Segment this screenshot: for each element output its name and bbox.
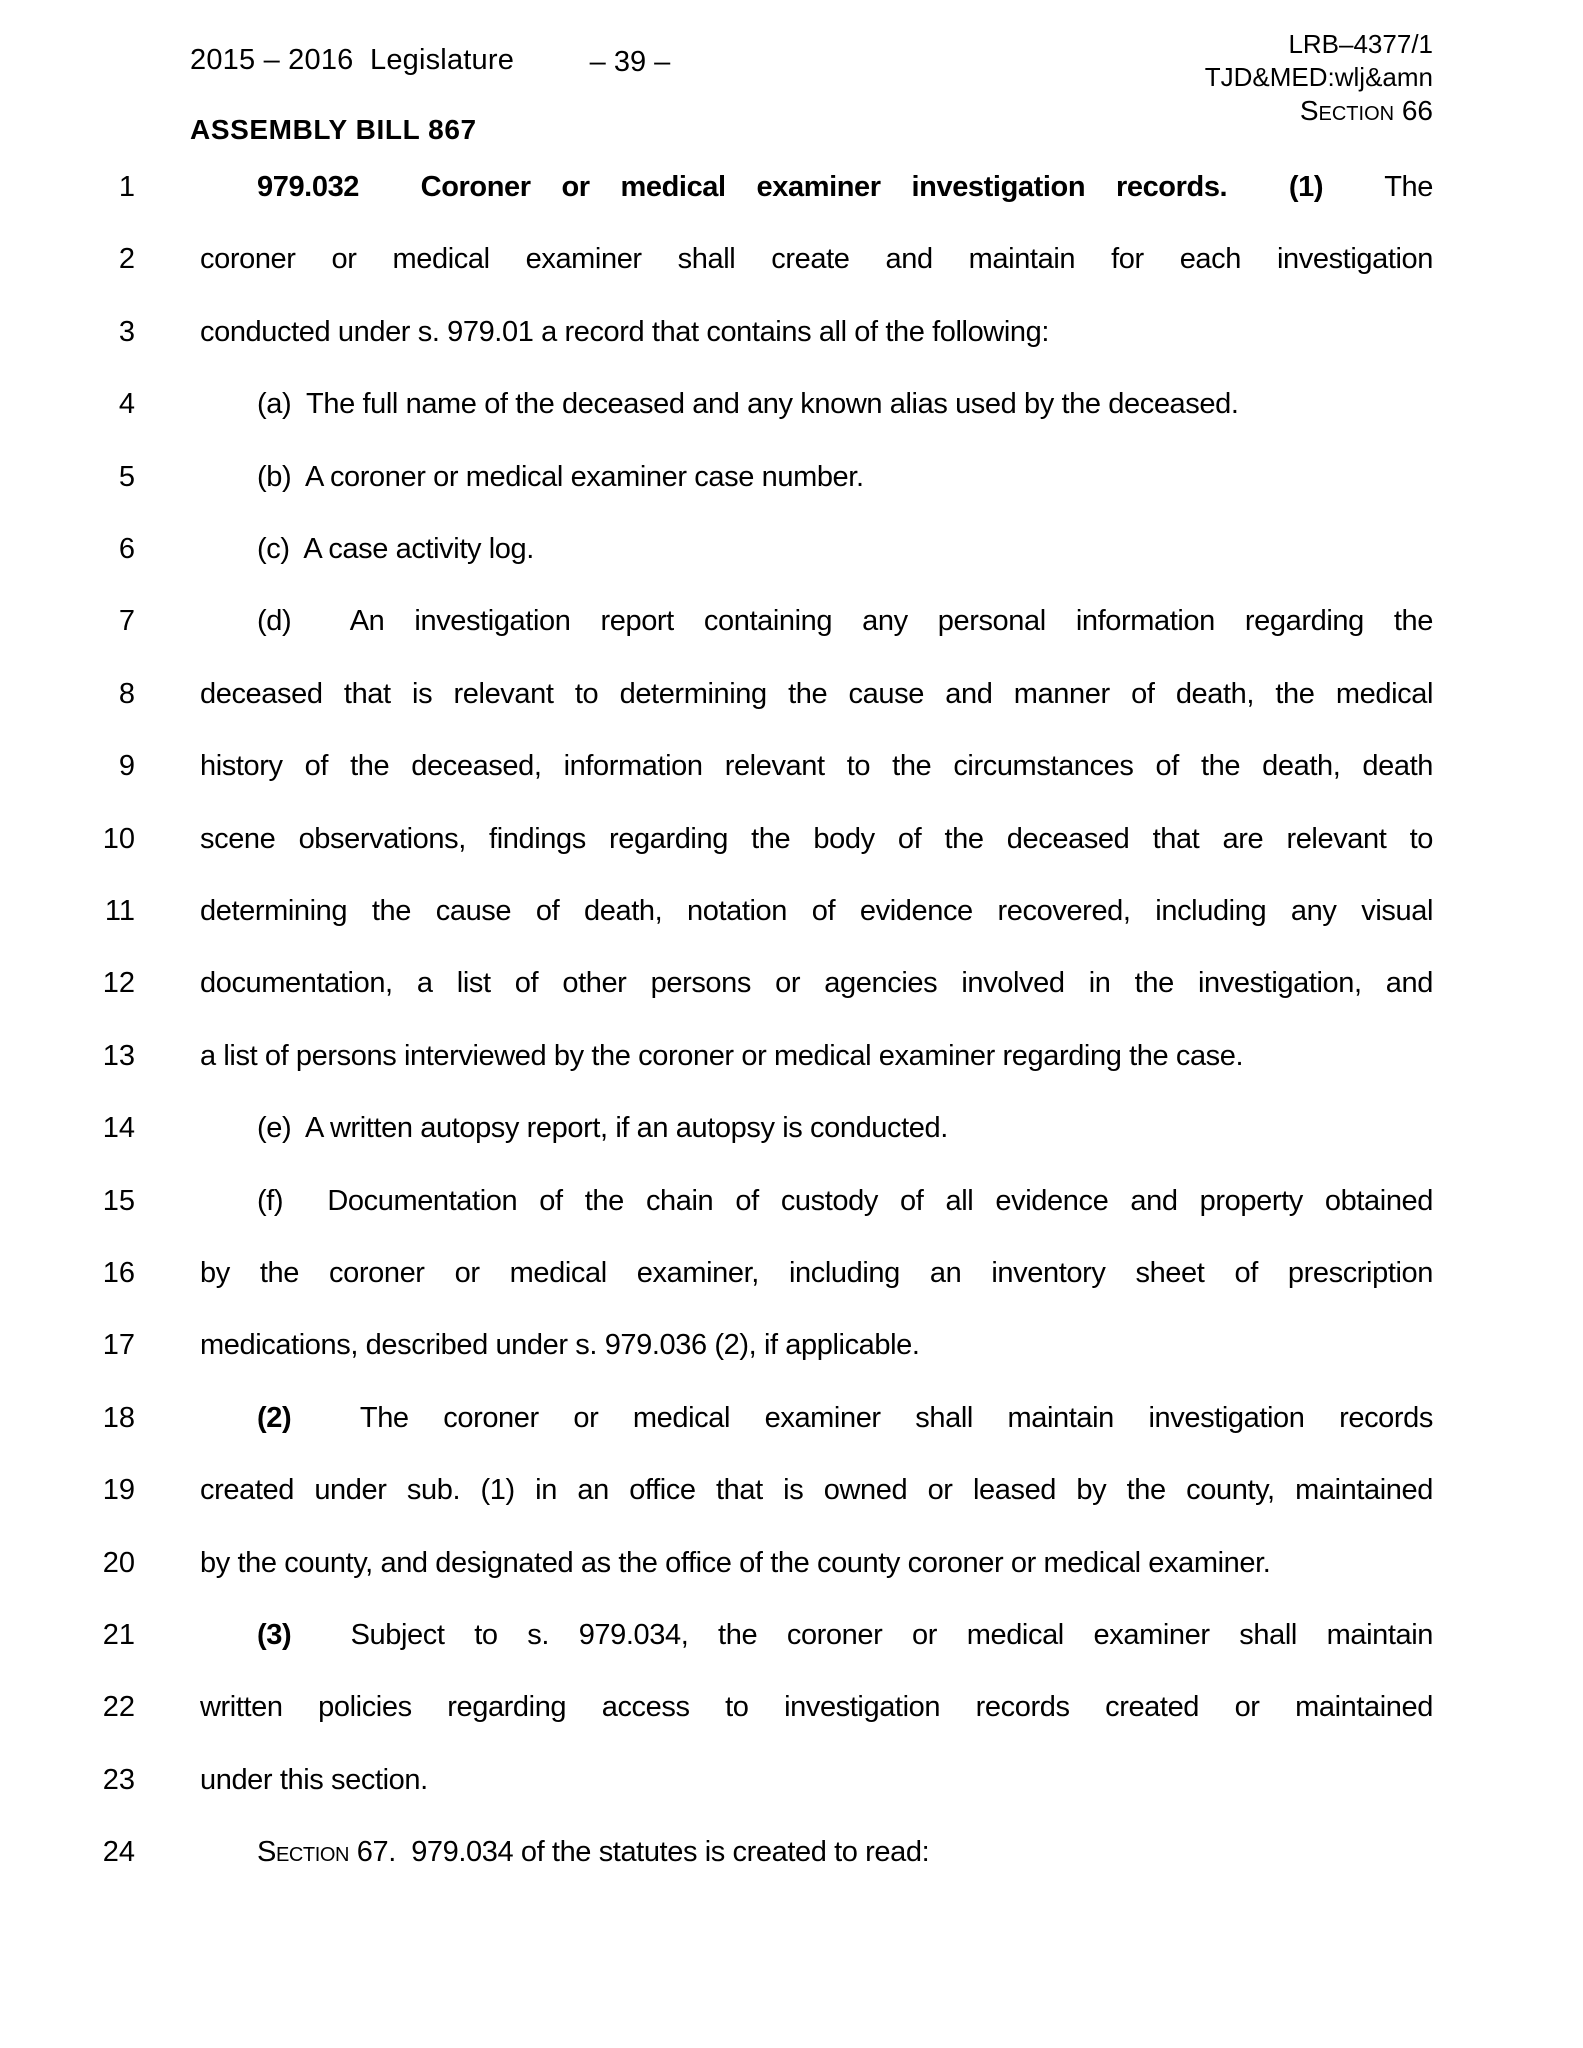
legislature-session-label: 2015 – 2016 Legislature (190, 44, 515, 76)
line-row (0, 1326, 1583, 1364)
line-row (0, 1616, 1583, 1654)
text-segment: under this section. (200, 1763, 428, 1796)
drafter-initials: TJD&MED:wlj&amn (1204, 62, 1433, 92)
line-row (0, 1399, 1583, 1437)
line-number: 7 (118, 605, 135, 638)
line-row (0, 892, 1583, 930)
line-row (0, 1182, 1583, 1220)
line-row (0, 1761, 1583, 1799)
section-label: Section 66 (1299, 95, 1433, 126)
text-segment: (d) An investigation report containing any personal information regarding the (257, 605, 1433, 638)
page-number: – 39 – (589, 46, 671, 78)
line-text (200, 747, 1433, 785)
line-row (0, 820, 1583, 858)
line-number: 11 (104, 895, 135, 927)
line-row (0, 530, 1583, 568)
line-text (200, 1399, 1433, 1437)
text-segment: written policies regarding access to investigation records created or maintained (200, 1691, 1433, 1724)
line-text (200, 1326, 1433, 1364)
line-row (0, 747, 1583, 785)
line-text (200, 1109, 1433, 1147)
text-segment: 979.034 of the statutes is created to read: (395, 1836, 930, 1869)
line-row (0, 1254, 1583, 1292)
line-number: 15 (102, 1184, 135, 1217)
line-row (0, 1544, 1583, 1582)
line-row (0, 1037, 1583, 1075)
line-row (0, 602, 1583, 640)
line-number: 20 (102, 1546, 135, 1579)
line-number: 6 (118, 533, 135, 565)
text-segment: Subject to s. 979.034, the coroner or medical examiner shall maintain (291, 1619, 1433, 1651)
line-text (200, 1471, 1433, 1509)
line-text (200, 458, 1433, 496)
line-text (200, 1037, 1433, 1075)
text-segment: (e) A written autopsy report, if an autopsy is conducted. (257, 1112, 948, 1145)
line-text (200, 168, 1433, 206)
line-number: 19 (102, 1474, 135, 1507)
text-segment: scene observations, findings regarding the body of the deceased that are relevant to (200, 822, 1433, 855)
text-segment: by the coroner or medical examiner, including an inventory sheet of prescription (200, 1257, 1433, 1289)
line-text (200, 892, 1433, 930)
line-number: 1 (118, 171, 135, 203)
line-row (0, 1109, 1583, 1147)
line-number: 22 (102, 1691, 135, 1724)
line-text (200, 240, 1433, 278)
line-number: 2 (118, 243, 135, 276)
text-segment: by the county, and designated as the office of the county coroner or medical examiner. (200, 1546, 1271, 1579)
line-text (200, 313, 1433, 351)
line-number: 3 (118, 315, 135, 348)
text-segment: determining the cause of death, notation of evidence recovered, including any visual (200, 895, 1433, 927)
line-number: 4 (118, 388, 135, 421)
text-segment: (c) A case activity log. (257, 533, 534, 565)
line-text (200, 1833, 1433, 1871)
line-row (0, 1833, 1583, 1871)
line-number: 5 (118, 460, 135, 493)
line-row (0, 964, 1583, 1002)
line-text (200, 1688, 1433, 1726)
text-segment: (2) (257, 1401, 292, 1434)
text-segment: (a) The full name of the deceased and any known alias used by the deceased. (257, 388, 1239, 421)
line-row (0, 385, 1583, 423)
line-number: 8 (118, 677, 135, 710)
text-segment: coroner or medical examiner shall create and maintain for each investigation (200, 243, 1433, 276)
line-number: 14 (102, 1112, 135, 1145)
line-number: 21 (102, 1619, 135, 1651)
line-row (0, 168, 1583, 206)
line-row (0, 458, 1583, 496)
line-text (200, 964, 1433, 1002)
line-text (200, 1616, 1433, 1654)
text-segment: The coroner or medical examiner shall maintain investigation records (291, 1401, 1433, 1434)
line-text (200, 1182, 1433, 1220)
text-segment: conducted under s. 979.01 a record that contains all of the following: (200, 315, 1050, 348)
text-segment: documentation, a list of other persons or agencies involved in the investigation, and (200, 967, 1433, 1000)
line-row (0, 1688, 1583, 1726)
line-text (200, 602, 1433, 640)
text-segment: The (1323, 171, 1433, 203)
text-segment: deceased that is relevant to determining the cause and manner of death, the medical (200, 677, 1433, 710)
line-text (200, 1761, 1433, 1799)
text-segment: history of the deceased, information relevant to the circumstances of the death, death (200, 750, 1433, 783)
text-segment: a list of persons interviewed by the coroner or medical examiner regarding the case. (200, 1039, 1244, 1072)
line-number: 9 (118, 750, 135, 783)
text-segment: created under sub. (1) in an office that is owned or leased by the county, maintained (200, 1474, 1433, 1507)
text-segment: 979.032 Coroner or medical examiner investigation records. (1) (257, 171, 1324, 203)
line-text (200, 675, 1433, 713)
line-number: 23 (102, 1763, 135, 1796)
line-text (200, 385, 1433, 423)
line-number: 16 (102, 1257, 135, 1289)
lrb-number: LRB–4377/1 (1288, 29, 1433, 59)
text-segment: (f) Documentation of the chain of custody of all evidence and property obtained (257, 1184, 1433, 1217)
line-row (0, 675, 1583, 713)
line-number: 18 (102, 1401, 135, 1434)
text-segment: (b) A coroner or medical examiner case number. (257, 460, 864, 493)
line-number: 24 (102, 1836, 135, 1869)
bill-title: ASSEMBLY BILL 867 (190, 114, 477, 145)
line-number: 13 (102, 1039, 135, 1072)
line-row (0, 240, 1583, 278)
line-number: 17 (102, 1329, 135, 1362)
line-text (200, 820, 1433, 858)
line-text (200, 1544, 1433, 1582)
text-segment: Section 67. (257, 1836, 396, 1869)
line-text (200, 1254, 1433, 1292)
text-segment: medications, described under s. 979.036 (2), if applicable. (200, 1329, 920, 1362)
line-row (0, 1471, 1583, 1509)
line-number: 10 (102, 822, 135, 855)
text-segment: (3) (257, 1619, 292, 1651)
line-row (0, 313, 1583, 351)
line-number: 12 (102, 967, 135, 1000)
line-text (200, 530, 1433, 568)
